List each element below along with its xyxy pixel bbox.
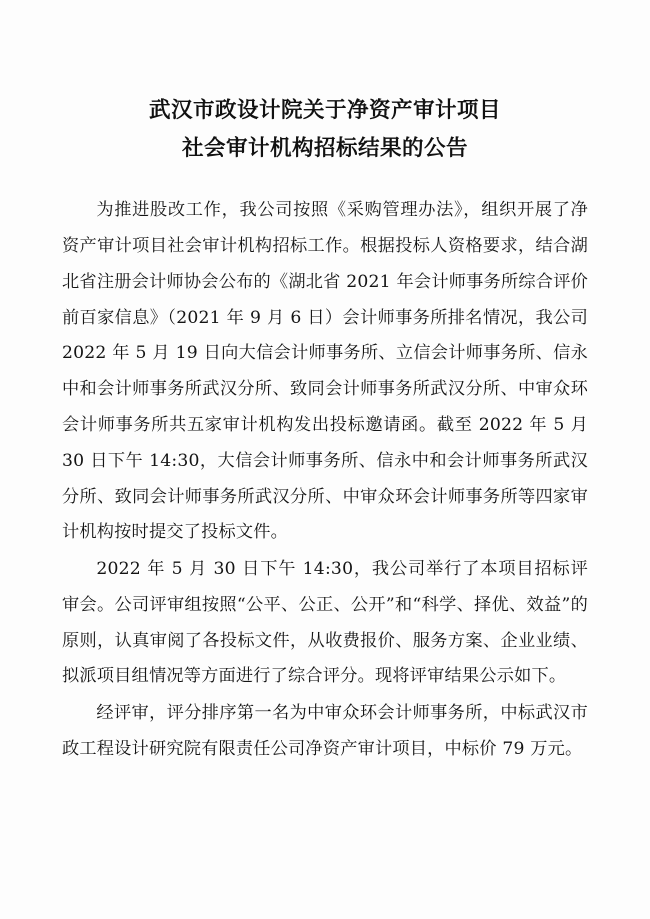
document-body: [62, 193, 588, 768]
paragraph-3: 经评审，评分排序第一名为中审众环会计师事务所，中标武汉市政工程设计研究院有限责任公司净资产审计项目，中标价 79 万元。: [62, 703, 588, 759]
page-title-line-1: 武汉市政设计院关于净资产审计项目: [148, 98, 501, 123]
paragraph-1: 为推进股改工作，我公司按照《采购管理办法》，组织开展了净资产审计项目社会审计机构招标工作。根据投标人资格要求，结合湖北省注册会计师协会公布的《湖北省 2021 年会计师事务所综合评价前百家信息》（2021 年 9 月 6 日）会计师事务所排名情况，我公司 2022 年 5 月 19 日向大信会计师事务所、立信会计师事务所、信永中和会计师事务所武汉分所、致同会计师事务所武汉分所、中审众环会计师事务所共五家审计机构发出投标邀请函。截至 2022 年 5 月 30 日下午 14:30，大信会计师事务所、信永中和会计师事务所武汉分所、致同会计师事务所武汉分所、中审众环会计师事务所等四家审计机构按时提交了投标文件。: [62, 200, 588, 543]
paragraph-2: 2022 年 5 月 30 日下午 14:30，我公司举行了本项目招标评审会。公司评审组按照“公平、公正、公开”和“科学、择优、效益”的原则，认真审阅了各投标文件，从收费报价、服务方案、企业业绩、拟派项目组情况等方面进行了综合评分。现将评审结果公示如下。: [62, 559, 588, 687]
page-title: [62, 92, 588, 167]
page-title-line-2: 社会审计机构招标结果的公告: [181, 135, 468, 161]
